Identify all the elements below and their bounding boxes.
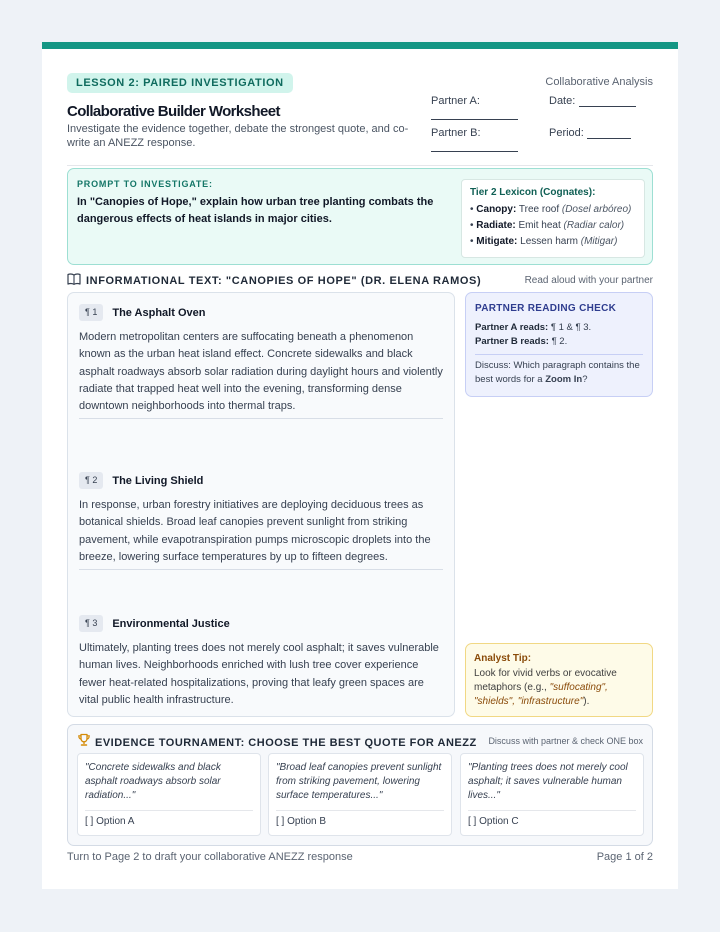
date-label: Date: bbox=[549, 95, 576, 107]
period-label: Period: bbox=[549, 127, 584, 139]
lexicon-title: Tier 2 Lexicon (Cognates): bbox=[470, 187, 596, 198]
option-quote: "Broad leaf canopies prevent sunlight from striking pavement, lowering surface temperatures..." bbox=[276, 762, 442, 801]
partner-b-label: Partner B: bbox=[431, 127, 481, 139]
paragraph-number: ¶ 3 bbox=[79, 615, 103, 632]
option-divider bbox=[468, 810, 636, 811]
prompt-label: PROMPT TO INVESTIGATE: bbox=[77, 179, 213, 189]
partner-a-reads: Partner A reads: ¶ 1 & ¶ 3. bbox=[475, 322, 592, 333]
option-card-b[interactable] bbox=[268, 753, 452, 836]
page-title: Collaborative Builder Worksheet bbox=[67, 103, 280, 120]
worksheet-page bbox=[42, 42, 678, 889]
paragraph-divider bbox=[79, 569, 443, 570]
paragraph-number: ¶ 1 bbox=[79, 304, 103, 321]
text-section-title: INFORMATIONAL TEXT: "CANOPIES OF HOPE" (DR. ELENA RAMOS) bbox=[86, 275, 482, 287]
option-quote: "Planting trees does not merely cool asphalt; it saves vulnerable human lives..." bbox=[468, 762, 628, 801]
option-card-a[interactable] bbox=[77, 753, 261, 836]
period-line[interactable] bbox=[587, 138, 631, 139]
tournament-header bbox=[77, 733, 477, 752]
partner-reading-check bbox=[465, 292, 653, 397]
option-card-c[interactable] bbox=[460, 753, 644, 836]
accent-bar bbox=[42, 42, 678, 49]
partner-b-line[interactable] bbox=[431, 151, 518, 152]
page-number: Page 1 of 2 bbox=[596, 851, 653, 863]
partner-a-label: Partner A: bbox=[431, 95, 480, 107]
lexicon-box bbox=[461, 179, 645, 258]
book-icon bbox=[67, 272, 81, 290]
option-divider bbox=[85, 810, 253, 811]
informational-text-panel bbox=[67, 292, 455, 717]
tip-body: Look for vivid verbs or evocative metaphors (e.g., "suffocating", "shields", "infrastructure"). bbox=[474, 668, 617, 707]
paragraph-3 bbox=[79, 615, 443, 709]
prompt-box bbox=[67, 168, 653, 265]
paragraph-1 bbox=[79, 304, 443, 415]
header-divider bbox=[67, 165, 653, 166]
option-quote: "Concrete sidewalks and black asphalt roadways absorb solar radiation..." bbox=[85, 762, 221, 801]
paragraph-2 bbox=[79, 472, 443, 566]
tournament-title: EVIDENCE TOURNAMENT: CHOOSE THE BEST QUOTE FOR ANEZZ bbox=[95, 736, 477, 749]
read-aloud-note: Read aloud with your partner bbox=[524, 275, 653, 286]
paragraph-number: ¶ 2 bbox=[79, 472, 103, 489]
paragraph-body: Modern metropolitan centers are suffocating beneath a phenomenon known as the urban heat island effect. Concrete sidewalks and black asphalt roadways absorb solar radiation during daylight hours and violently radiate that trapped heat well into the evening, transforming dense downtown neighborhoods into thermal traps. bbox=[79, 331, 443, 413]
analyst-tip bbox=[465, 643, 653, 717]
tournament-note: Discuss with partner & check ONE box bbox=[488, 736, 643, 746]
partner-check-divider bbox=[475, 354, 643, 355]
paragraph-title: The Asphalt Oven bbox=[112, 306, 206, 319]
paragraph-divider bbox=[79, 418, 443, 419]
option-b-checkbox[interactable]: [ ] Option B bbox=[276, 816, 327, 827]
option-a-checkbox[interactable]: [ ] Option A bbox=[85, 816, 135, 827]
evidence-tournament bbox=[67, 724, 653, 846]
paragraph-body: Ultimately, planting trees does not merely cool asphalt; it saves vulnerable human lives. Neighborhoods enriched with lush tree cover experience fewer heat-related hospitalizations, proving that leafy green spaces are vital public health infrastructure. bbox=[79, 642, 439, 706]
date-line[interactable] bbox=[579, 106, 636, 107]
option-c-checkbox[interactable]: [ ] Option C bbox=[468, 816, 519, 827]
partner-a-line[interactable] bbox=[431, 119, 518, 120]
prompt-text: In "Canopies of Hope," explain how urban tree planting combats the dangerous effects of heat islands in major cities. bbox=[77, 196, 434, 225]
footer-instruction: Turn to Page 2 to draft your collaborative ANEZZ response bbox=[67, 851, 353, 863]
page-subtitle: Investigate the evidence together, debate the strongest quote, and co-write an ANEZZ response. bbox=[67, 123, 409, 149]
partner-b-reads: Partner B reads: ¶ 2. bbox=[475, 336, 568, 347]
collab-label: Collaborative Analysis bbox=[545, 76, 653, 88]
partner-discuss-text: Discuss: Which paragraph contains the best words for a Zoom In? bbox=[475, 360, 640, 385]
paragraph-title: Environmental Justice bbox=[112, 617, 230, 630]
lexicon-item: • Canopy: Tree roof (Dosel arbóreo) bbox=[470, 204, 632, 215]
lexicon-item: • Radiate: Emit heat (Radiar calor) bbox=[470, 220, 625, 231]
text-section-header bbox=[67, 273, 481, 289]
option-divider bbox=[276, 810, 444, 811]
tip-title: Analyst Tip: bbox=[474, 653, 532, 664]
paragraph-title: The Living Shield bbox=[112, 474, 204, 487]
lesson-badge: LESSON 2: PAIRED INVESTIGATION bbox=[67, 73, 293, 93]
trophy-icon bbox=[77, 733, 91, 752]
partner-check-title: PARTNER READING CHECK bbox=[475, 303, 617, 314]
paragraph-body: In response, urban forestry initiatives are deploying deciduous trees as botanical shields. Broad leaf canopies prevent sunlight from striking pavement, while evapotranspiration pumps microscopic droplets into the breeze, lowering surface temperatures by up to fifteen degrees. bbox=[79, 499, 431, 563]
lexicon-item: • Mitigate: Lessen harm (Mitigar) bbox=[470, 236, 618, 247]
